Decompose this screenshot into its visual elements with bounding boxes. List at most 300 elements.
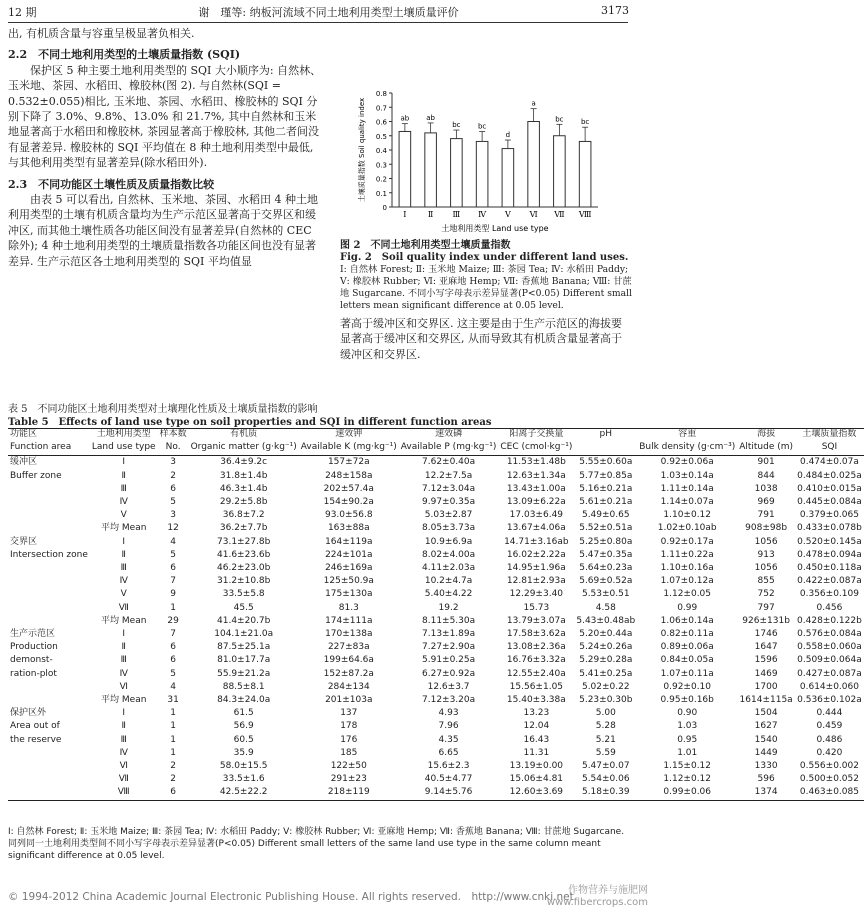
table-row	[8, 588, 864, 601]
table-cell: 1700	[754, 681, 778, 692]
table-cell: 596	[757, 774, 775, 785]
right-column	[340, 316, 630, 362]
table-cell: Ⅴ	[120, 589, 127, 600]
table-cell: 15.06±4.81	[509, 774, 564, 785]
table-cell: 81.0±17.7a	[217, 655, 271, 666]
table-cell: 5.23±0.30b	[579, 695, 633, 706]
paragraph: 保护区 5 种主要土地利用类型的 SQI 大小顺序为: 自然林、玉米地、茶园、水稻田、橡胶林(图 2). 与自然林(SQI = 0.532±0.055)相比, 玉米地、茶园、水稻田、橡胶林的 SQI 分别下降了 3.0%、9.8%、13.0% 和 21.7%, 其中自然林和玉米地显著高于水稻田和橡胶林, 茶园显著高于橡胶林, 其他二者间没有显著差异. 橡胶林的 SQI 平均值在 8 种土地利用类型中最低, 与其他利用类型有显著差异(除水稻田外).	[8, 63, 322, 170]
table-cell: 35.9	[233, 747, 254, 758]
table-cell: 61.5	[233, 708, 254, 719]
table-cell: 33.5±5.8	[222, 589, 265, 600]
table-cell: Ⅲ	[120, 483, 127, 494]
table-cell: 5.25±0.80a	[579, 536, 633, 547]
table-row	[8, 470, 864, 483]
table-cell: 1	[170, 721, 176, 732]
table-cell: 104.1±21.0a	[214, 629, 274, 640]
table-cell: 2	[170, 761, 176, 772]
table-cell: 40.5±4.77	[424, 774, 473, 785]
paragraph: 出, 有机质含量与容重呈极显著负相关.	[8, 27, 195, 40]
table-cell: 6.27±0.92a	[422, 668, 476, 679]
copyright-text: © 1994-2012 China Academic Journal Electronic Publishing House. All rights reserved. http://www.cnki.net	[8, 891, 574, 903]
section-heading: 2.2 不同土地利用类型的土壤质量指数 (SQI)	[8, 48, 241, 62]
column-header-en	[574, 442, 637, 456]
table-cell: 248±158a	[325, 470, 373, 481]
y-tick-label: 0.5	[375, 132, 387, 141]
table-cell: 0.92±0.17a	[660, 536, 714, 547]
table-cell: 4.58	[595, 602, 616, 613]
table-cell: 55.9±21.2a	[217, 668, 271, 679]
column-header-en: Available K (mg·kg⁻¹)	[299, 442, 399, 456]
table-cell: 12	[167, 523, 179, 534]
table-cell: 170±138a	[325, 629, 373, 640]
table-cell: 0.520±0.145a	[797, 536, 862, 547]
table-cell: 13.43±1.00a	[506, 483, 566, 494]
table-cell: 5.54±0.06	[581, 774, 630, 785]
table-row	[8, 786, 864, 800]
header-title: 谢 瑾等: 纳板河流域不同土地利用类型土壤质量评价	[198, 6, 459, 19]
table-cell: 6	[170, 655, 176, 666]
table-cell: 844	[757, 470, 775, 481]
table-cell: 13.19±0.00	[509, 761, 564, 772]
table-cell: 5.52±0.51a	[579, 523, 633, 534]
column-header-en: No.	[158, 442, 189, 456]
paragraph: 著高于缓冲区和交界区. 这主要是由于生产示范区的海拔要显著高于缓冲区和交界区, 从而导致其有机质含量显著高于缓冲区和交界区.	[340, 317, 622, 361]
table-cell: 7.13±1.89a	[422, 629, 476, 640]
column-header-cn: pH	[574, 429, 637, 443]
table-row	[8, 496, 864, 509]
table-cell: Ⅱ	[121, 721, 126, 732]
table-cell: 12.29±3.40	[509, 589, 564, 600]
table-cell: 5	[170, 549, 176, 560]
table-cell: 0.478±0.094a	[797, 549, 862, 560]
table-row	[8, 575, 864, 588]
table-cell: Area out of	[10, 721, 60, 732]
table-cell: the reserve	[10, 734, 62, 745]
table-cell: 246±169a	[325, 563, 373, 573]
table-cell: 5.02±0.22	[581, 681, 630, 692]
table-cell: 224±101a	[325, 549, 373, 560]
table-cell: 2	[170, 470, 176, 481]
x-tick-label: Ⅰ	[403, 210, 407, 219]
table-cell: Ⅲ	[120, 734, 127, 745]
y-tick-label: 0.2	[375, 175, 387, 184]
table-cell: 4.35	[438, 734, 459, 745]
significance-letter: d	[505, 131, 511, 140]
table-cell: 125±50.9a	[323, 576, 374, 587]
table-cell: 7	[170, 576, 176, 587]
column-header-en: Land use type	[90, 442, 158, 456]
table-cell: 93.0±56.8	[324, 510, 373, 521]
table-cell	[8, 522, 90, 535]
table-cell: 15.56±1.05	[509, 681, 564, 692]
watermark-line-2: www.fibercrops.com	[546, 897, 648, 908]
table-cell: 13.23	[523, 708, 550, 719]
table-cell: 0.428±0.122b	[797, 615, 862, 626]
table-cell: 0.95	[677, 734, 698, 745]
table-cell: 1.10±0.16a	[660, 563, 714, 573]
table-cell: 16.02±2.22a	[506, 549, 566, 560]
table-cell: Ⅳ	[119, 576, 128, 587]
table-cell: 1647	[754, 642, 778, 653]
x-tick-label: Ⅲ	[452, 210, 461, 219]
table-cell: 1449	[754, 747, 778, 758]
header-rule	[8, 22, 628, 23]
significance-letter: bc	[555, 115, 564, 124]
table-cell: 9	[170, 589, 176, 600]
table-cell: 0.99±0.06	[637, 786, 737, 800]
table-cell: 163±88a	[327, 523, 370, 534]
table-cell: 2	[170, 774, 176, 785]
x-tick-label: Ⅷ	[578, 210, 592, 219]
table-cell: 36.8±7.2	[222, 510, 265, 521]
x-tick-label: Ⅶ	[554, 210, 565, 219]
table-cell: 9.14±5.76	[399, 786, 499, 800]
table-cell: 8.11±5.30a	[422, 615, 476, 626]
table-cell: 5.29±0.28a	[579, 655, 633, 666]
table-cell: 157±72a	[327, 457, 370, 468]
table-cell: 1.06±0.14a	[660, 615, 714, 626]
table-cell: 5.64±0.23a	[579, 563, 633, 573]
bar	[476, 141, 488, 207]
table-cell: 36.4±9.2c	[220, 457, 268, 468]
table-cell: 0.474±0.07a	[799, 457, 859, 468]
column-header-cn: 阳离子交换量	[498, 429, 574, 443]
figure-title-cn: 图 2 不同土地利用类型土壤质量指数	[340, 240, 511, 251]
table-row	[8, 747, 864, 760]
table-cell: demonst-	[10, 655, 53, 666]
table-cell: 12.60±3.69	[498, 786, 574, 800]
table-cell: 1540	[754, 734, 778, 745]
table-cell: 908±98b	[745, 523, 788, 534]
table-cell	[8, 681, 90, 694]
table-row	[8, 483, 864, 496]
table-cell: Ⅶ	[118, 774, 129, 785]
column-header-en: CEC (cmol·kg⁻¹)	[498, 442, 574, 456]
table-cell: 152±87.2a	[323, 668, 374, 679]
table-cell: Ⅲ	[120, 563, 127, 573]
table-row	[8, 654, 864, 667]
table-cell: 4	[170, 536, 176, 547]
table-row	[8, 641, 864, 654]
table-cell: 17.03±6.49	[509, 510, 564, 521]
table-cell: 41.4±20.7b	[217, 615, 271, 626]
table-cell: 0.82±0.11a	[660, 629, 714, 640]
table-cell: 56.9	[233, 721, 254, 732]
table-cell: 0.95±0.16b	[660, 695, 714, 706]
table-cell: 1	[170, 747, 176, 758]
table-cell: Ⅳ	[119, 496, 128, 507]
table-cell: 0.614±0.060	[799, 681, 859, 692]
table-cell: 16.43	[523, 734, 550, 745]
table-cell: Ⅵ	[119, 761, 128, 772]
table-cell: 12.55±2.40a	[506, 668, 566, 679]
watermark-line-1: 作物营养与施肥网	[568, 885, 648, 896]
table-cell: 5.59	[595, 747, 616, 758]
table-cell: 0.576±0.084a	[797, 629, 862, 640]
table-cell: Ⅷ	[90, 786, 158, 800]
column-header-en: Altitude (m)	[737, 442, 795, 456]
bar-chart	[340, 85, 630, 235]
table-cell: 1056	[754, 563, 778, 573]
table-cell: 15.6±2.3	[427, 761, 470, 772]
table-cell: 42.5±22.2	[189, 786, 299, 800]
table-cell: 12.6±3.7	[427, 681, 470, 692]
table-cell: 1.03±0.14a	[660, 470, 714, 481]
y-tick-label: 0.6	[375, 118, 387, 127]
x-tick-label: Ⅴ	[504, 210, 511, 219]
table-cell: 1627	[754, 721, 778, 732]
column-header-cn: 土地利用类型	[90, 429, 158, 443]
table-cell: 5.00	[595, 708, 616, 719]
table-cell: 855	[757, 576, 775, 587]
table-cell: 12.81±2.93a	[506, 576, 566, 587]
table-cell: 1596	[754, 655, 778, 666]
table-cell: 1469	[754, 668, 778, 679]
table-cell: 5.28	[595, 721, 616, 732]
table-cell: 7	[170, 629, 176, 640]
table-cell: 0.536±0.102a	[797, 695, 862, 706]
table-cell: 0.92±0.10	[663, 681, 712, 692]
table-cell: 29.2±5.8b	[219, 496, 268, 507]
section-heading: 2.3 不同功能区土壤性质及质量指数比较	[8, 177, 215, 191]
table-cell	[8, 773, 90, 786]
table-cell: Ⅲ	[120, 655, 127, 666]
bar	[502, 149, 514, 207]
table-cell: 7.27±2.90a	[422, 642, 476, 653]
table-cell: 1	[170, 734, 176, 745]
table-cell: 0.459	[816, 721, 843, 732]
figure-caption	[340, 240, 632, 312]
table-cell: 46.2±23.0b	[217, 563, 271, 573]
header-page-number: 3173	[601, 4, 629, 17]
table-cell: 201±103a	[325, 695, 373, 706]
table-cell: 3	[170, 510, 176, 521]
table-row	[8, 549, 864, 562]
table-cell: 913	[757, 549, 775, 560]
table-cell: 81.3	[338, 602, 359, 613]
table-title-en: Table 5 Effects of land use type on soil properties and SQI in different function areas	[8, 417, 492, 428]
table-cell: 0.558±0.060a	[797, 642, 862, 653]
table-cell: 19.2	[438, 602, 459, 613]
table-cell: 0.456	[816, 602, 843, 613]
table-row	[8, 456, 864, 470]
table-cell: 生产示范区	[10, 629, 56, 640]
table-cell	[8, 562, 90, 575]
table-cell: 31	[167, 695, 179, 706]
bar	[579, 141, 591, 207]
table-cell: 1.14±0.07a	[660, 496, 714, 507]
table-cell: 0.484±0.025a	[797, 470, 862, 481]
table-cell: 0.99	[677, 602, 698, 613]
table-cell: 1056	[754, 536, 778, 547]
y-tick-label: 0.3	[375, 161, 387, 170]
table-cell: 平均 Mean	[101, 695, 147, 706]
table-cell: 6.65	[438, 747, 459, 758]
column-header-cn: 功能区	[8, 429, 90, 443]
table-cell: 6	[170, 642, 176, 653]
table-cell: 926±131b	[742, 615, 790, 626]
column-header-cn: 速效磷	[399, 429, 499, 443]
table-cell: 0.84±0.05a	[660, 655, 714, 666]
table-cell: 7.96	[438, 721, 459, 732]
table-cell: 1.10±0.12	[663, 510, 712, 521]
table-cell: 7.12±3.04a	[422, 483, 476, 494]
significance-letter: bc	[452, 121, 461, 130]
table-cell: 199±64.6a	[323, 655, 374, 666]
table-cell: 202±57.4a	[323, 483, 374, 494]
x-tick-label: Ⅵ	[529, 210, 538, 219]
table-cell: 1374	[737, 786, 795, 800]
table-cell: 14.71±3.16ab	[504, 536, 569, 547]
table-cell: 0.450±0.118a	[797, 563, 862, 573]
table-cell: 14.95±1.96a	[506, 563, 566, 573]
table-cell: Ⅱ	[121, 642, 126, 653]
table-cell: 1330	[754, 761, 778, 772]
table-row	[8, 720, 864, 733]
table-cell: 36.2±7.7b	[219, 523, 268, 534]
table-cell: 4.93	[438, 708, 459, 719]
table-row	[8, 615, 864, 628]
table-row	[8, 773, 864, 786]
table-row	[8, 668, 864, 681]
table-cell: 15.40±3.38a	[506, 695, 566, 706]
table-cell: 5.77±0.85a	[579, 470, 633, 481]
table-cell: 11.31	[523, 747, 550, 758]
table-cell: 218±119	[299, 786, 399, 800]
table-row	[8, 536, 864, 549]
table-cell	[8, 483, 90, 496]
table-cell: 1.01	[677, 747, 698, 758]
table-row	[8, 522, 864, 535]
table-cell: 1	[170, 708, 176, 719]
table-cell: 88.5±8.1	[222, 681, 265, 692]
table-row	[8, 760, 864, 773]
table-cell: 33.5±1.6	[222, 774, 265, 785]
table-cell: 0.356±0.109	[799, 589, 859, 600]
table-cell: 8.02±4.00a	[422, 549, 476, 560]
table-cell: 5.69±0.52a	[579, 576, 633, 587]
x-axis-label: 土地利用类型 Land use type	[441, 224, 549, 233]
table-cell: 1614±115a	[739, 695, 793, 706]
table-cell: 12.63±1.34a	[506, 470, 566, 481]
y-tick-label: 0.4	[375, 147, 387, 155]
table-cell	[8, 602, 90, 615]
table-cell: 31.8±1.4b	[219, 470, 268, 481]
table-cell: 交界区	[10, 536, 38, 547]
significance-letter: a	[531, 99, 536, 108]
table-cell: 5.41±0.25a	[579, 668, 633, 679]
table-row	[8, 681, 864, 694]
table-cell: 901	[757, 457, 775, 468]
table-cell: Ⅱ	[121, 470, 126, 481]
table-cell: 8.05±3.73a	[422, 523, 476, 534]
figure-note: Ⅰ: 自然林 Forest; Ⅱ: 玉米地 Maize; Ⅲ: 茶园 Tea; Ⅳ: 水稻田 Paddy; Ⅴ: 橡胶林 Rubber; Ⅵ: 亚麻地 Hemp; Ⅶ: 香蕉地 Banana; Ⅷ: 甘蔗地 Sugarcane. 不同小写字母表示差异显著(P<0.05) Different small letters mean significant difference at 0.05 level.	[340, 264, 632, 311]
bar	[399, 131, 411, 207]
table-cell: 0.444	[816, 708, 843, 719]
table-cell: 41.6±23.6b	[217, 549, 271, 560]
bar	[554, 136, 566, 207]
table-cell: 5.21	[595, 734, 616, 745]
table-cell: 13.08±2.36a	[506, 642, 566, 653]
table-cell: 29	[167, 615, 179, 626]
significance-letter: ab	[400, 114, 410, 123]
table-cell: 122±50	[330, 761, 367, 772]
table-cell: 6	[170, 563, 176, 573]
table-cell: 178	[340, 721, 358, 732]
table-row	[8, 562, 864, 575]
table-cell: 10.9±6.9a	[424, 536, 473, 547]
table-cell: 5.61±0.21a	[579, 496, 633, 507]
table-cell: Ⅰ	[122, 708, 126, 719]
y-tick-label: 0.8	[375, 90, 387, 98]
table-cell: 1.12±0.12	[663, 774, 712, 785]
table-cell: 0.486	[816, 734, 843, 745]
left-column	[8, 26, 326, 269]
table-cell: 1.11±0.14a	[660, 483, 714, 494]
table-cell: 13.09±6.22a	[506, 496, 566, 507]
table-cell: 平均 Mean	[101, 615, 147, 626]
table-cell: 6	[158, 786, 189, 800]
bar	[528, 122, 540, 208]
table-cell	[8, 786, 90, 800]
table-cell: 1.15±0.12	[663, 761, 712, 772]
table-cell: 46.3±1.4b	[219, 483, 268, 494]
table-cell: 5.91±0.25a	[422, 655, 476, 666]
column-header-cn: 有机质	[189, 429, 299, 443]
table-cell: 0.427±0.087a	[797, 668, 862, 679]
column-header-en: Function area	[8, 442, 90, 456]
footer	[8, 885, 648, 908]
table-cell: 154±90.2a	[323, 496, 374, 507]
table-cell: 10.2±4.7a	[424, 576, 473, 587]
table-cell: 5.43±0.48ab	[576, 615, 636, 626]
table-cell: 4.11±2.03a	[422, 563, 476, 573]
y-tick-label: 0.7	[375, 104, 387, 113]
table-cell: 797	[757, 602, 775, 613]
table-cell: 176	[340, 734, 358, 745]
table-cell: 7.12±3.20a	[422, 695, 476, 706]
table-cell: 5.47±0.07	[581, 761, 630, 772]
table-cell: 5.55±0.60a	[579, 457, 633, 468]
table-cell: 73.1±27.8b	[217, 536, 271, 547]
table-cell: 175±130a	[325, 589, 373, 600]
column-header-cn: 样本数	[158, 429, 189, 443]
data-table	[8, 428, 864, 801]
table-cell: 0.379±0.065	[799, 510, 859, 521]
column-header-cn: 海拔	[737, 429, 795, 443]
column-header-en: SQI	[795, 442, 864, 456]
table-cell: Ⅶ	[118, 602, 129, 613]
table-cell: 4	[170, 681, 176, 692]
table-cell: 5.40±4.22	[424, 589, 473, 600]
header-issue: 12 期	[8, 6, 37, 19]
table-cell: 227±83a	[327, 642, 370, 653]
table-cell: 0.90	[677, 708, 698, 719]
y-tick-label: 0.1	[375, 189, 387, 198]
table-cell: 17.58±3.62a	[506, 629, 566, 640]
column-header-en: Organic matter (g·kg⁻¹)	[189, 442, 299, 456]
significance-letter: bc	[580, 118, 590, 127]
table-cell: 164±119a	[325, 536, 373, 547]
bar	[451, 139, 463, 207]
table-cell: 174±111a	[325, 615, 373, 626]
table-cell	[8, 694, 90, 707]
table-cell: 13.67±4.06a	[506, 523, 566, 534]
table-cell: Ⅱ	[121, 549, 126, 560]
table-row	[8, 707, 864, 720]
table-cell: 1746	[754, 629, 778, 640]
table-cell: 缓冲区	[10, 457, 38, 468]
